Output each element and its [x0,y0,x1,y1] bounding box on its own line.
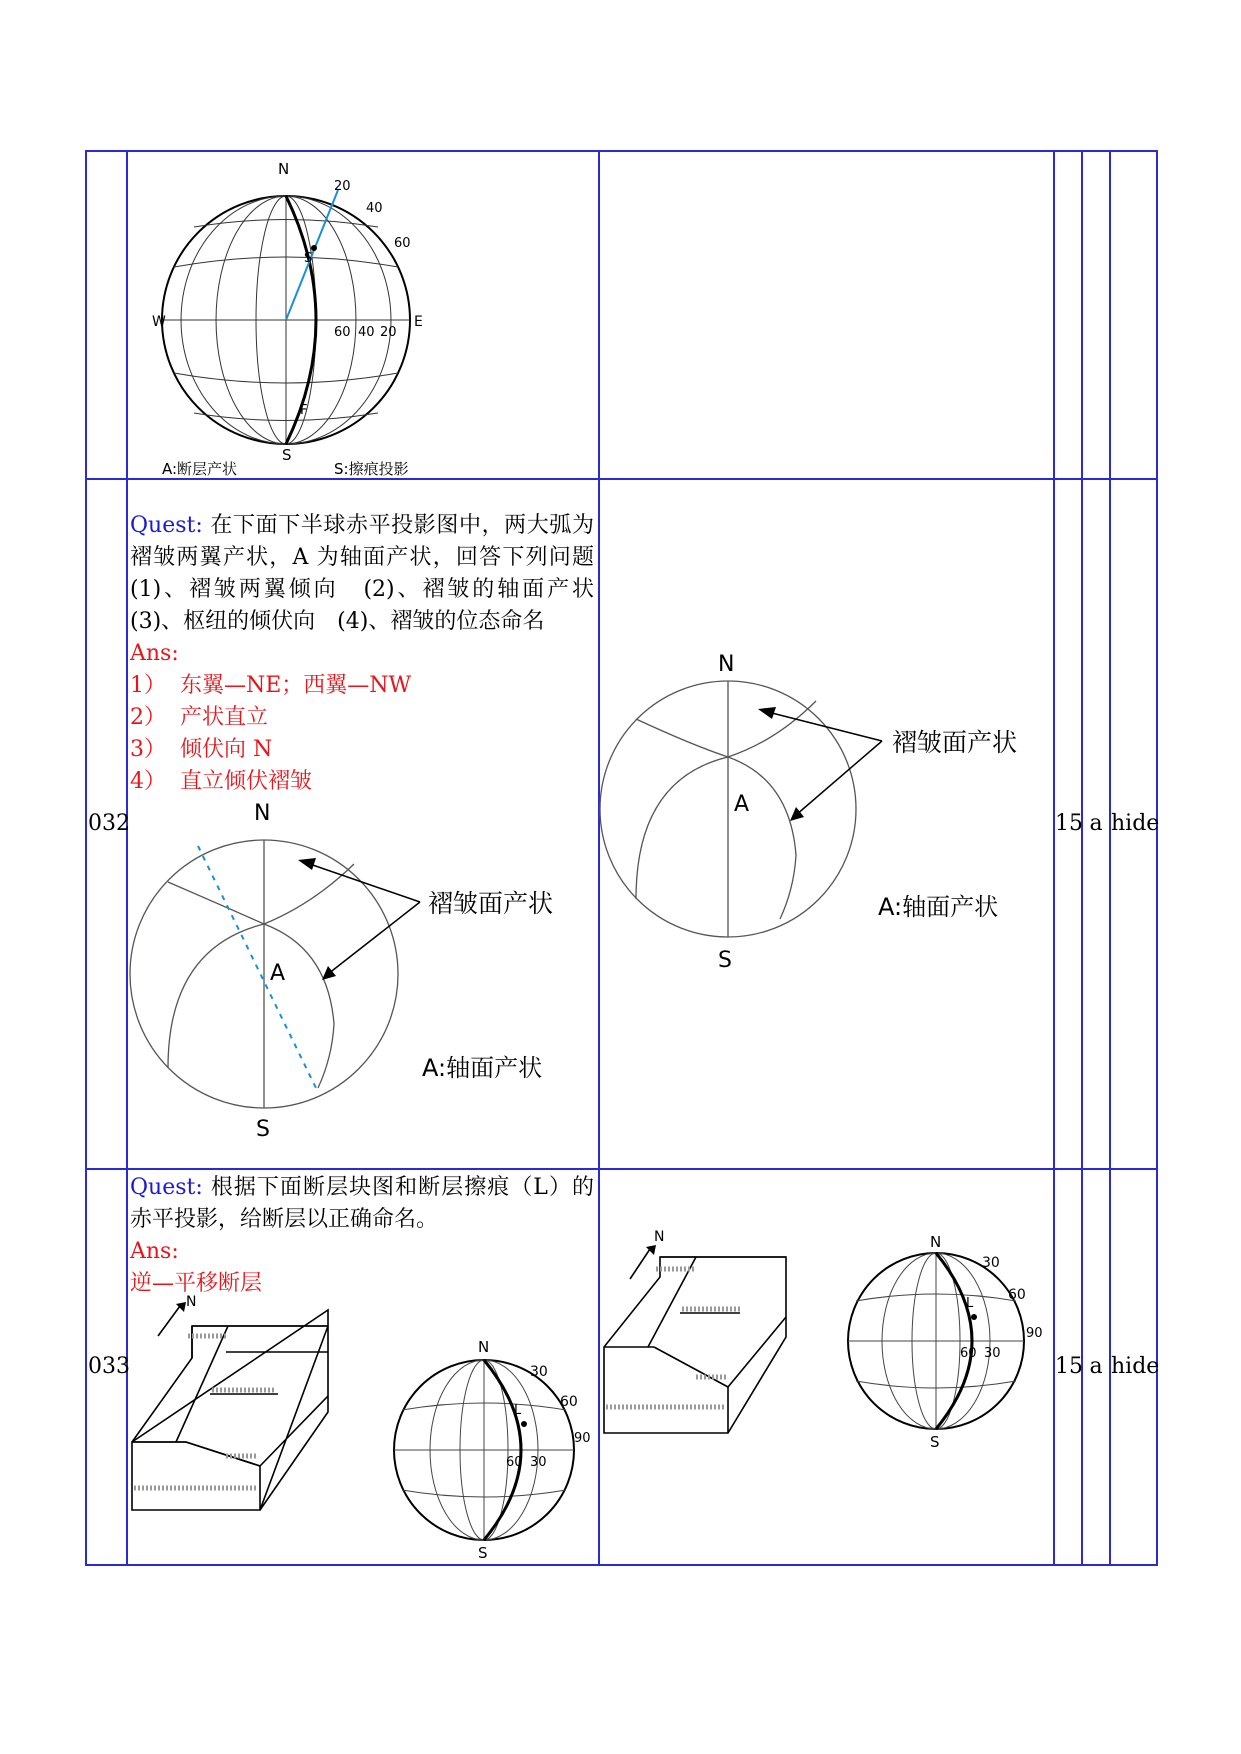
dip-number: 30 [984,1346,1001,1361]
block-north-label: N [654,1229,665,1245]
list-item: 1） 东翼—NE；西翼—NW [130,673,412,698]
west-label: W [152,314,166,330]
dip-number: 30 [530,1455,547,1470]
axial-a-label: A [734,792,750,817]
grade-cell: a [1082,1169,1110,1565]
north-label: N [718,652,735,677]
table-row [86,151,1157,479]
south-label: S [478,1544,488,1562]
row-id-cell [86,151,127,479]
question-cell [127,151,599,479]
table-row [86,1169,1157,1565]
score-cell: 15 [1054,1169,1082,1565]
fault-block-and-stereonet-answer-figure [600,1229,1053,1497]
point-s-label: S [304,251,313,266]
fault-attitude-caption: A:断层产状 [162,460,238,478]
list-item: 4） 直立倾伏褶皱 [130,769,313,794]
fold-stereonet-answer-figure [600,652,1053,989]
north-label: N [930,1233,942,1251]
point-f-label: F [300,403,308,418]
dip-number: 60 [960,1346,977,1361]
axial-a-label: A [270,961,286,986]
south-label: S [282,446,292,464]
dip-number: 60 [1008,1287,1026,1303]
axial-plane-caption: A:轴面产状 [422,1054,543,1082]
dip-number: 90 [574,1431,591,1446]
score-cell [1054,151,1082,479]
north-label: N [278,160,290,178]
dip-number: 20 [380,325,397,340]
question-cell [127,1169,599,1565]
question-cell [127,479,617,1169]
row-id-cell: 032 [86,479,127,1169]
answer-cell [599,1169,1054,1565]
question-table [85,150,1158,1566]
hide-cell: hide [1110,479,1157,1169]
lineation-label: L [514,1403,522,1418]
dip-number: 40 [358,325,375,340]
row-id-cell: 033 [86,1169,127,1565]
east-label: E [414,314,423,330]
dip-number: 60 [560,1394,578,1410]
dip-number: 40 [366,201,383,216]
ans-label: Ans: [130,1239,179,1264]
north-label: N [478,1338,490,1356]
dip-number: 60 [334,325,351,340]
dip-number: 30 [982,1255,1000,1271]
dip-number: 60 [394,236,411,251]
fault-block-and-stereonet-figure [128,1294,598,1562]
south-label: S [930,1433,940,1451]
dip-number: 90 [1026,1326,1043,1341]
south-label: S [256,1117,270,1142]
dip-number: 60 [506,1455,523,1470]
north-label: N [254,801,271,826]
quest-label: Quest: [130,513,203,538]
grade-cell: a [1082,479,1110,1169]
south-label: S [718,948,732,973]
answer-cell [599,151,1054,479]
ans-label: Ans: [130,641,179,666]
hide-cell: hide [1110,1169,1157,1565]
quest-text: 根据下面断层块图和断层擦痕（L）的赤平投影，给断层以正确命名。 [130,1175,594,1232]
hide-cell [1110,151,1157,479]
grade-cell [1082,151,1110,479]
dip-number: 30 [530,1364,548,1380]
table-row [86,479,1157,1169]
quest-label: Quest: [130,1175,203,1200]
quest-text: 在下面下半球赤平投影图中，两大弧为褶皱两翼产状，A 为轴面产状，回答下列问题 (1)、褶皱两翼倾向 (2)、褶皱的轴面产状 (3)、枢纽的倾伏向 (4)、褶皱的位态命名 [130,513,617,634]
fault-stereonet-figure [128,152,428,478]
answer-text: 逆—平移断层 [130,1271,263,1296]
dip-number: 20 [334,179,351,194]
axial-plane-caption: A:轴面产状 [878,893,999,921]
answer-cell [599,479,1054,1169]
list-item: 2） 产状直立 [130,705,269,730]
fold-limb-label: 褶皱面产状 [892,728,1018,757]
fold-limb-label: 褶皱面产状 [428,889,554,918]
block-north-label: N [186,1294,197,1310]
list-item: 3） 倾伏向 N [130,737,273,762]
striation-caption: S:擦痕投影 [334,460,409,478]
lineation-label: L [966,1296,974,1311]
score-cell: 15 [1054,479,1082,1169]
fold-stereonet-figure [128,798,598,1142]
